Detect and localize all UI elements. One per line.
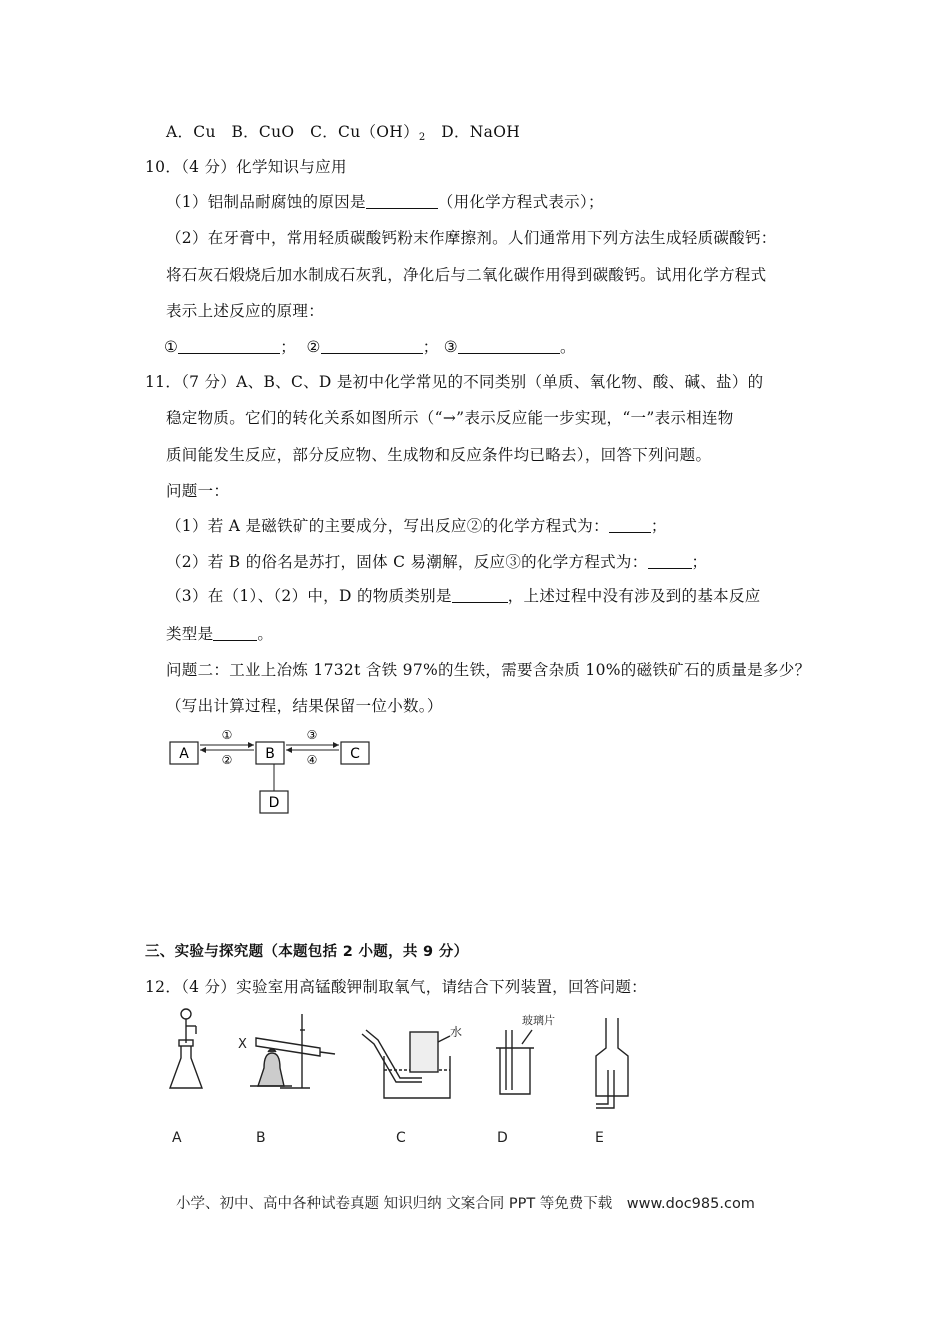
water-label: 水	[450, 1025, 463, 1039]
apparatus-c	[362, 1030, 450, 1098]
x-label: X	[238, 1037, 247, 1052]
answer-blank	[452, 588, 508, 603]
label-e: E	[595, 1130, 604, 1146]
apparatus-a	[170, 1009, 202, 1088]
reaction-diagram	[160, 724, 380, 824]
q9-options	[166, 120, 520, 143]
apparatus-d	[496, 1030, 534, 1094]
q10-part1	[166, 190, 604, 212]
box-c-label: C	[350, 746, 360, 762]
q11-sub3-cont-suffix: 。	[257, 625, 274, 643]
option-a: A．Cu	[166, 123, 216, 141]
arrowhead-4	[286, 747, 292, 753]
box-a-label: A	[179, 746, 189, 762]
q11-part1-title: 问题一：	[166, 482, 230, 500]
option-d: D．NaOH	[441, 123, 521, 141]
q11-part2-note: （写出计算过程，结果保留一位小数。）	[166, 697, 443, 715]
q12-header: 12．（4 分）实验室用高锰酸钾制取氧气，请结合下列装置，回答问题：	[145, 978, 647, 996]
q11-sub1	[166, 514, 667, 536]
reaction-3-label: ③	[306, 728, 318, 742]
q11-line1: 11．（7 分）A、B、C、D 是初中化学常见的不同类别（单质、氧化物、酸、碱、盐）的	[145, 373, 764, 391]
q10-part1-prompt: （1）铝制品耐腐蚀的原因是	[166, 193, 366, 211]
label-b: B	[256, 1130, 266, 1146]
q11-sub3-cont-prompt: 类型是	[166, 625, 214, 643]
q11-line2: 稳定物质。它们的转化关系如图所示（“→”表示反应能一步实现，“一”表示相连物	[166, 409, 734, 427]
q11-sub3-suffix: ，上述过程中没有涉及到的基本反应	[507, 587, 761, 605]
label-c: C	[396, 1130, 406, 1146]
option-c-subscript: 2	[418, 132, 426, 143]
q11-sub2-prompt: （2）若 B 的俗名是苏打，固体 C 易潮解，反应③的化学方程式为：	[166, 553, 648, 571]
q11-sub3-prompt: （3）在（1）、（2）中，D 的物质类别是	[166, 587, 452, 605]
apparatus-b	[250, 1014, 335, 1088]
arrowhead-1	[248, 742, 254, 748]
reaction-2-label: ②	[221, 753, 233, 767]
reaction-4-label: ④	[306, 753, 318, 767]
arrowhead-3	[333, 742, 339, 748]
q11-part2: 问题二：工业上冶炼 1732t 含铁 97%的生铁，需要含杂质 10%的磁铁矿石的质量是多少？	[166, 661, 811, 679]
q11-sub3-cont	[166, 622, 273, 644]
arrowhead-2	[200, 747, 206, 753]
option-c: C．Cu（OH）	[310, 123, 419, 141]
separator: ；	[422, 338, 439, 356]
q11-sub2-suffix: ；	[691, 553, 708, 571]
q10-header: 10．（4 分）化学知识与应用	[145, 158, 347, 176]
answer-blank	[458, 339, 560, 354]
section-title: 三、实验与探究题（本题包括 2 小题，共 9 分）	[145, 944, 469, 960]
q10-part2-line3: 表示上述反应的原理：	[166, 302, 325, 320]
apparatus-figure	[160, 1008, 660, 1153]
q11-line3: 质间能发生反应，部分反应物、生成物和反应条件均已略去），回答下列问题。	[166, 446, 712, 464]
reaction-1-label: ①	[221, 728, 233, 742]
q10-part1-suffix: （用化学方程式表示）；	[437, 193, 604, 211]
separator: ；	[280, 338, 297, 356]
marker-3: ③	[443, 338, 458, 356]
answer-blank	[178, 339, 280, 354]
answer-blank	[321, 339, 423, 354]
q10-equation-blanks	[164, 335, 576, 357]
marker-1: ①	[164, 338, 179, 356]
label-a: A	[172, 1130, 182, 1146]
answer-blank	[213, 626, 257, 641]
q11-sub2	[166, 550, 707, 572]
glass-label: 玻璃片	[522, 1014, 555, 1027]
box-d-label: D	[268, 795, 280, 811]
q10-part2-line2: 将石灰石煅烧后加水制成石灰乳，净化后与二氧化碳作用得到碳酸钙。试用化学方程式	[166, 266, 767, 284]
page-footer: 小学、初中、高中各种试卷真题 知识归纳 文案合同 PPT 等免费下载 www.doc985.com	[176, 1196, 755, 1212]
box-b-label: B	[265, 746, 275, 762]
answer-blank	[648, 554, 692, 569]
apparatus-e	[596, 1018, 628, 1108]
answer-blank	[609, 518, 651, 533]
label-d: D	[497, 1130, 508, 1146]
q11-sub3	[166, 584, 761, 606]
q10-part2-line1: （2）在牙膏中，常用轻质碳酸钙粉末作摩擦剂。人们通常用下列方法生成轻质碳酸钙：	[166, 229, 777, 247]
q11-sub1-prompt: （1）若 A 是磁铁矿的主要成分，写出反应②的化学方程式为：	[166, 517, 609, 535]
answer-blank	[366, 194, 438, 209]
q11-sub1-suffix: ；	[650, 517, 667, 535]
marker-2: ②	[306, 338, 321, 356]
option-b: B．CuO	[231, 123, 295, 141]
end-mark: 。	[559, 338, 576, 356]
